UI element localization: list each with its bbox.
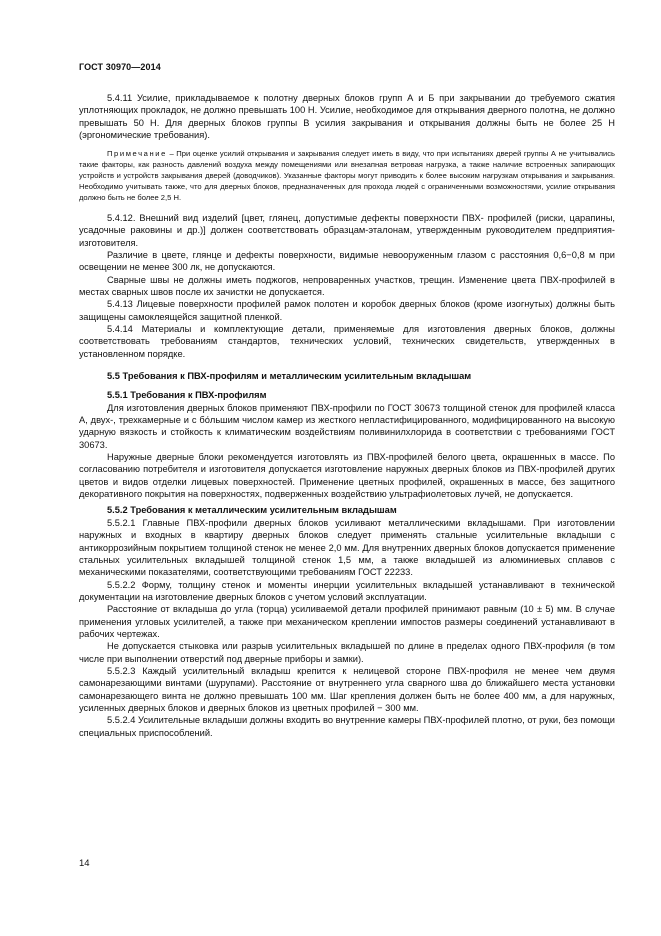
page-number: 14 [79,858,90,869]
clause-5-5-2-4: 5.5.2.4 Усилительные вкладыши должны входить во внутренние камеры ПВХ-профилей плотно, от руки, без помощи специальных приспособлений. [79,715,615,738]
note-paragraph [79,149,615,204]
standard-header: ГОСТ 30970—2014 [79,62,161,72]
clause-5-5-1-paragraph-2: Наружные дверные блоки рекомендуется изготовлять из ПВХ-профилей белого цвета, окрашенных в массе. По согласованию потребителя и изготовителя допускается изготовление наружных дверных блоков из ПВХ-профилей других цветов и видов отделки лицевых поверхностей. Применение цветных профилей, окрашенных в массе, без защитного декоративного покрытия на поверхностях, подверженных воздействию ультрафиолетовых лучей, не допускается. [79,452,615,500]
paragraph-insert-distance: Расстояние от вкладыша до угла (торца) усиливаемой детали профилей принимают равным (10 ± 5) мм. В случае применения угловых усилителей, а также при механическом креплении импостов размеры соединений устанавливают в рабочих чертежах. [79,604,615,639]
paragraph-color-differences: Различие в цвете, глянце и дефекты поверхности, видимые невооруженным глазом с расстояния 0,6−0,8 м при освещении не менее 300 лк, не допускаются. [79,249,615,273]
paragraph-welds: Сварные швы не должны иметь поджогов, непроваренных участков, трещин. Изменение цвета ПВХ-профилей в местах сварных швов после их зачистки не допускается. [79,274,615,297]
clause-5-4-12: 5.4.12. Внешний вид изделий [цвет, глянец, допустимые дефекты поверхности ПВХ- профилей (риски, царапины, усадочные раковины и др.)] должен соответствовать образцам-эталонам, утвержденным руководителем предприятия-изготовителя. [79,212,615,248]
clause-5-4-13: 5.4.13 Лицевые поверхности профилей рамок полотен и коробок дверных блоков (кроме изогнутых) должны быть защищены самоклеящейся защитной пленкой. [79,299,615,322]
clause-5-5-2-1: 5.5.2.1 Главные ПВХ-профили дверных блоков усиливают металлическими вкладышами. При изготовлении наружных и входных в квартиру дверных блоков следует применять стальные усилительные вкладыши с антикоррозийным покрытием толщиной стенок не менее 2,0 мм. Для внутренних дверных блоков допускается применение стальных усилительных вкладышей толщиной стенок 1,5 мм, а также вкладышей из алюминиевых сплавов с механическими показателями, соответствующими требованиям ГОСТ 22233. [79,517,615,578]
section-heading-5-5: 5.5 Требования к ПВХ-профилям и металлическим усилительным вкладышам [107,371,472,382]
clause-5-5-1-paragraph-1: Для изготовления дверных блоков применяют ПВХ-профили по ГОСТ 30673 толщиной стенок для профилей класса А, двух-, трехкамерные и с бо́льшим числом камер из жесткого непластифицированного, модифицированного на высокую ударную вязкость и стойкость к климатическим воздействиям поливинилхлорида в соответствии с требованиями ГОСТ 30673. [79,402,615,450]
subsection-heading-5-5-2: 5.5.2 Требования к металлическим усилительным вкладышам [107,505,397,516]
note-label: Примечание [107,149,167,159]
clause-5-5-2-3: 5.5.2.3 Каждый усилительный вкладыш крепится к нелицевой стороне ПВХ-профиля не менее чем двумя самонарезающими винтами (шурупами). Расстояние от внутреннего угла сварного шва до ближайшего места установки самонарезающего винта не должно превышать 100 мм. Шаг крепления должен быть не более 400 мм, а для наружных, усиленных дверных блоков и дверных блоков из цветных профилей − 300 мм. [79,665,615,713]
clause-5-4-11: 5.4.11 Усилие, прикладываемое к полотну дверных блоков групп А и Б при закрывании до требуемого сжатия уплотняющих прокладок, не должно превышать 100 Н. Усилие, необходимое для открывания дверного полотна, не должно превышать 50 Н. Для дверных блоков группы В усилия закрывания и открывания должны быть не более 25 Н (эргономические требования). [79,93,615,141]
clause-5-4-14: 5.4.14 Материалы и комплектующие детали, применяемые для изготовления дверных блоков, должны соответствовать требованиям стандартов, технических условий, технических свидетельств, утвержденных в установленном порядке. [79,324,615,359]
document-body [79,92,615,739]
paragraph-insert-joints: Не допускается стыковка или разрыв усилительных вкладышей по длине в пределах одного ПВХ-профиля (в том числе при выполнении отверстий под дверные приборы и замки). [79,641,615,664]
clause-5-5-2-2: 5.5.2.2 Форму, толщину стенок и моменты инерции усилительных вкладышей устанавливают в технической документации на изготовление дверных блоков с учетом условий эксплуатации. [79,579,615,602]
subsection-heading-5-5-1: 5.5.1 Требования к ПВХ-профилям [107,390,267,401]
note-text: – При оценке усилий открывания и закрывания следует иметь в виду, что при испытаниях дверей группы А не учитывались такие факторы, как разность давлений воздуха между помещениями или внезапная ветровая нагрузка, а также наличие встроенных запирающих устройств и устройств закрывания дверей (доводчиков). Указанные факторы могут приводить к более высоким нагрузкам открывания и закрывания. Необходимо учитывать также, что для дверных блоков, предназначенных для прохода людей с ограниченными возможностями, усилие открывания должно быть не более 2,5 Н. [79,149,615,202]
